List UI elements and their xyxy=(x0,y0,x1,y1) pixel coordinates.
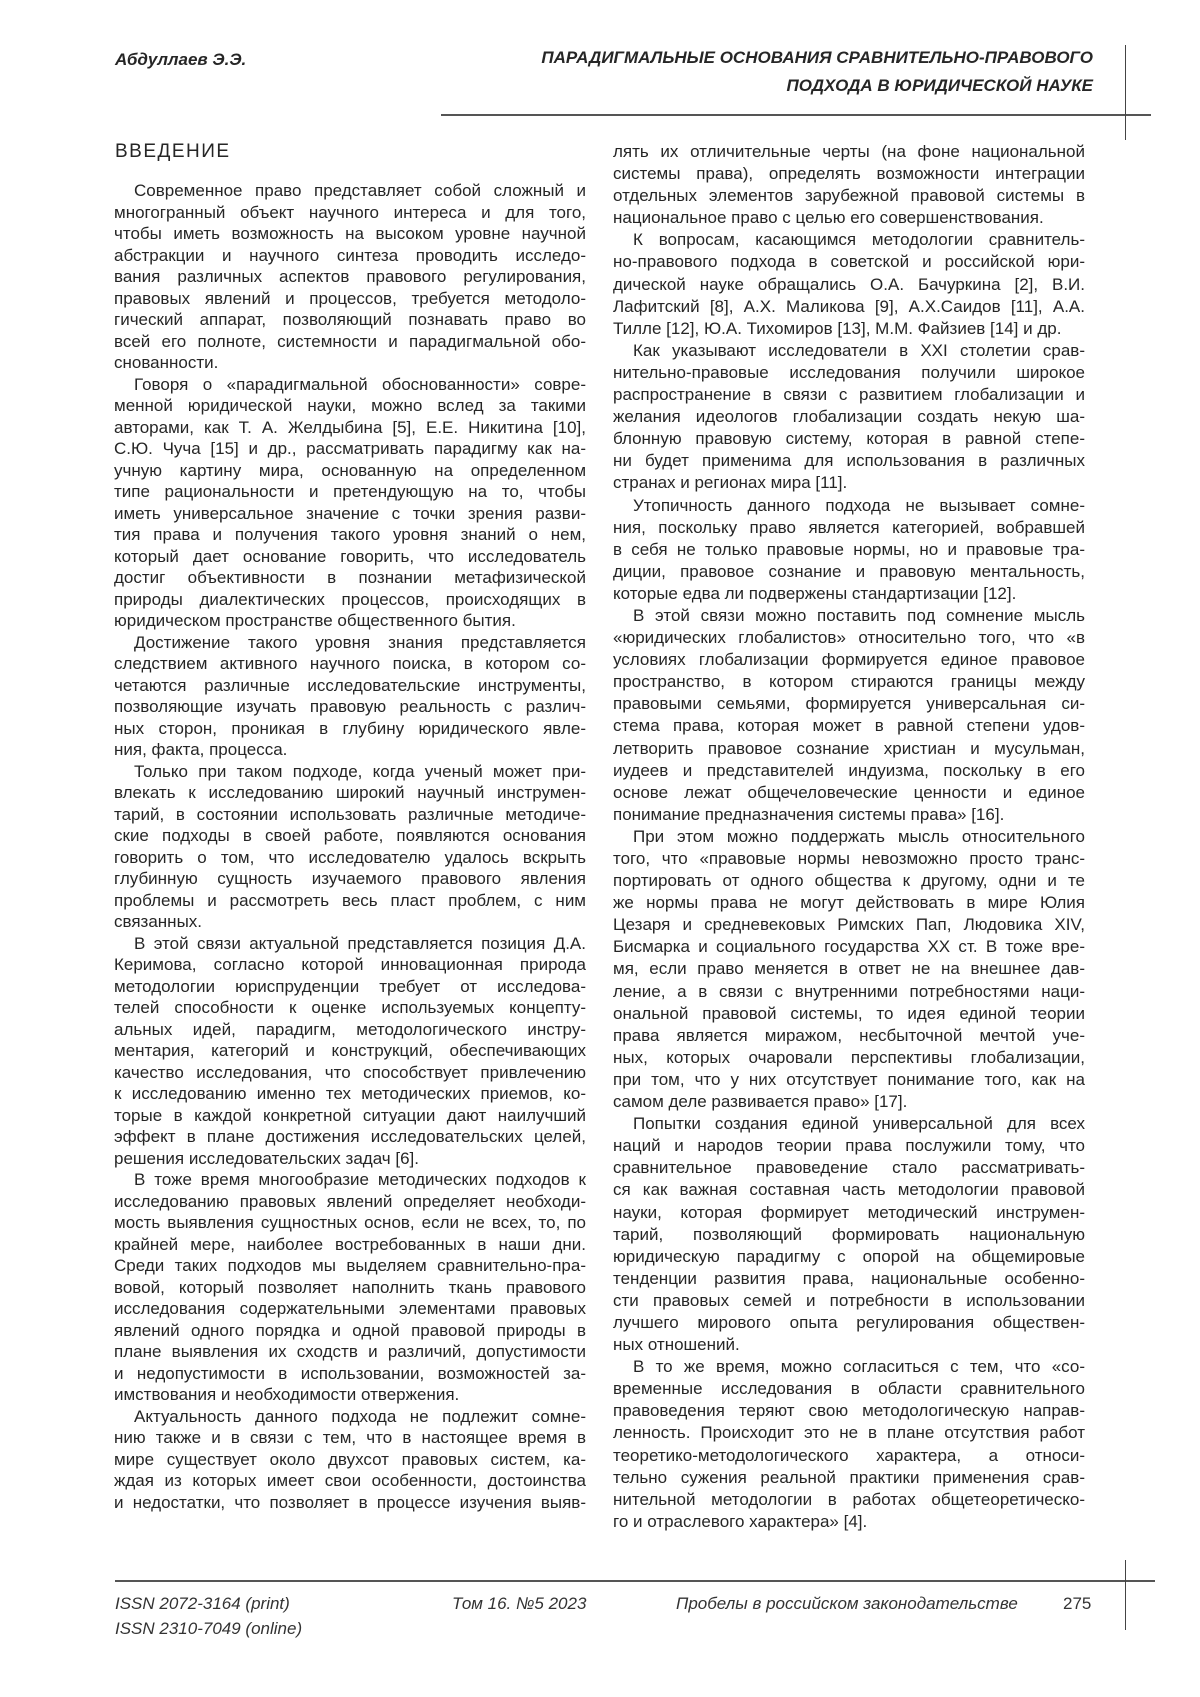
text-line: вания различных аспектов правового регулирования, xyxy=(114,267,586,286)
text-line: теоретико-методологического характера, а относи- xyxy=(613,1445,1085,1465)
right-text-column xyxy=(613,141,1085,1533)
text-line: Достижение такого уровня знания представляется xyxy=(134,632,586,652)
text-line: наций и народов теории права послужили тому, что xyxy=(613,1136,1085,1156)
paragraph xyxy=(114,1406,586,1514)
text-line: торые в каждой конкретной ситуации дают наилучший xyxy=(114,1105,586,1125)
text-line: в себя не только правовые нормы, но и правовые тра- xyxy=(613,539,1085,559)
header-rule xyxy=(441,114,1151,116)
text-line: тенденции развития права, национальные особенно- xyxy=(613,1268,1085,1288)
text-line: ных отношений. xyxy=(613,1335,740,1355)
text-line: четаются различные исследовательские инструменты, xyxy=(114,675,586,695)
text-line: достиг объективности в познании метафизической xyxy=(114,568,586,587)
text-line: стема права, которая может в равной степени удов- xyxy=(613,716,1085,736)
paragraph xyxy=(613,826,1085,1113)
text-line: глубинную сущность изучаемого правового явления xyxy=(114,869,586,888)
text-line: юридическом пространстве общественного бытия. xyxy=(114,611,516,630)
text-line: снованности. xyxy=(114,353,219,372)
text-line: вовой, который позволяет наполнить ткань правового xyxy=(114,1277,586,1297)
text-line: права является миражом, несбыточной мечтой уче- xyxy=(613,1025,1085,1045)
text-line: го и отраслевого характера» [4]. xyxy=(613,1511,868,1531)
text-line: С.Ю. Чуча [15] и др., рассматривать парадигму как на- xyxy=(114,439,586,458)
text-line: тарий, в состоянии использовать различные методиче- xyxy=(114,804,586,824)
paragraph xyxy=(114,374,586,632)
text-line: мя, если право меняется в ответ не на внешнее дав- xyxy=(613,959,1085,979)
section-heading: ВВЕДЕНИЕ xyxy=(115,141,231,162)
text-line: исследования содержательными элементами правовых xyxy=(114,1299,586,1318)
text-line: влекать к исследованию широкий научный инструмен- xyxy=(114,783,586,802)
text-line: связанных. xyxy=(114,912,203,931)
text-line: альных идей, парадигм, методологического инстру- xyxy=(114,1019,586,1039)
text-line: многогранный объект научного интереса и для того, xyxy=(114,202,586,222)
text-line: лучшего мирового опыта регулирования обществен- xyxy=(613,1312,1085,1332)
paragraph xyxy=(114,761,586,933)
text-line: иметь универсальное значение с точки зрения разви- xyxy=(114,503,586,523)
text-line: тия права и получения такого уровня знаний о нем, xyxy=(114,525,586,544)
text-line: ленность. Происходит это не в плане отсутствия работ xyxy=(613,1423,1085,1443)
text-line: юридическую парадигму с опорой на общемировые xyxy=(613,1246,1085,1266)
text-line: временные исследования в области сравнительного xyxy=(613,1379,1085,1399)
text-line: самом деле развивается право» [17]. xyxy=(613,1092,908,1112)
header-vertical-rule xyxy=(1125,45,1126,140)
text-line: ных сторон, проникая в глубину юридического явле- xyxy=(114,718,586,738)
text-line: Лафитский [8], А.Х. Маликова [9], А.Х.Саидов [11], А.А. xyxy=(613,296,1085,316)
text-line: методологии юриспруденции требует от исследова- xyxy=(114,976,586,996)
text-line: диции, правовое сознание и правовую ментальность, xyxy=(613,561,1085,581)
text-line: качество исследования, что способствует привлечению xyxy=(114,1062,586,1082)
text-line: имствования и необходимости отвержения. xyxy=(114,1385,460,1404)
text-line: но-правового подхода в советской и российской юри- xyxy=(613,252,1085,272)
text-line: же нормы права не могут действовать в мире Юлия xyxy=(613,893,1085,913)
text-line: того, что «правовые нормы невозможно просто транс- xyxy=(613,849,1085,868)
text-line: лять их отличительные черты (на фоне национальной xyxy=(613,142,1085,161)
text-line: науки, которая формирует методический инструмен- xyxy=(613,1202,1085,1222)
text-line: всей его полноте, системности и парадигмальной обо- xyxy=(114,331,586,351)
text-line: пространство, в котором стираются границы между xyxy=(613,672,1085,692)
text-line: дической науке обращались О.А. Бачуркина [2], В.И. xyxy=(613,274,1085,294)
text-line: позволяющие изучать правовую реальность с различ- xyxy=(114,697,586,716)
text-line: правовыми семьями, формируется универсальная си- xyxy=(613,694,1085,714)
footer-volume: Том 16. №5 2023 xyxy=(452,1594,587,1613)
text-line: к исследованию именно тех методических приемов, ко- xyxy=(114,1084,586,1103)
text-line: Актуальность данного подхода не подлежит сомне- xyxy=(134,1406,586,1426)
text-line: абстракции и научного синтеза проводить исследо- xyxy=(114,245,586,265)
text-line: следствием активного научного поиска, в котором со- xyxy=(114,654,586,673)
text-line: эффект в плане достижения исследовательских целей, xyxy=(114,1127,586,1146)
text-line: ния, факта, процесса. xyxy=(114,740,288,759)
text-line: условиях глобализации формируется единое правовое xyxy=(613,650,1085,670)
text-line: Говоря о «парадигмальной обоснованности» совре- xyxy=(134,374,586,394)
text-line: В тоже время многообразие методических подходов к xyxy=(134,1170,586,1189)
footer-issn-print: ISSN 2072-3164 (print) xyxy=(115,1594,290,1613)
text-line: Бисмарка и социального государства XX ст. В тоже вре- xyxy=(613,937,1085,957)
text-line: ния, поскольку право является категорией, вобравшей xyxy=(613,517,1085,537)
text-line: понимание предназначения системы права» [16]. xyxy=(613,804,1005,824)
text-line: Только при таком подходе, когда ученый может при- xyxy=(134,761,586,781)
text-line: сравнительное правоведение стало рассматривать- xyxy=(613,1158,1085,1178)
text-line: ся как важная составная часть методологии правовой xyxy=(613,1180,1085,1200)
text-line: странах и регионах мира [11]. xyxy=(613,473,848,493)
page-number: 275 xyxy=(1063,1594,1092,1613)
text-line: решения исследовательских задач [6]. xyxy=(114,1148,419,1168)
paragraph xyxy=(613,141,1085,229)
text-line: Цезаря и средневековых Римских Пап, Людовика XIV, xyxy=(613,915,1085,935)
text-line: и недопустимости в использовании, возможностей за- xyxy=(114,1363,586,1383)
text-line: исследованию правовых явлений определяет необходи- xyxy=(114,1191,586,1211)
text-line: чтобы иметь возможность на высоком уровне научной xyxy=(114,224,586,243)
text-line: Современное право представляет собой сложный и xyxy=(134,181,586,200)
text-line: плане выявления их сходств и различий, допустимости xyxy=(114,1342,586,1361)
paragraph xyxy=(114,1169,586,1406)
text-line: желания идеологов глобализации создать некую ша- xyxy=(613,407,1085,427)
header-article-title xyxy=(541,44,1093,100)
text-line: основе лежат общечеловеческие ценности и единое xyxy=(613,782,1085,802)
paragraph xyxy=(613,1356,1085,1533)
text-line: иудеев и представителей индуизма, поскольку в его xyxy=(613,760,1085,780)
text-line: национальное право с целью его совершенствования. xyxy=(613,208,1044,228)
text-line: ждая из которых имеет свои особенности, достоинства xyxy=(114,1471,586,1490)
paragraph xyxy=(114,933,586,1170)
text-line: «юридических глобалистов» относительно того, что «в xyxy=(613,628,1085,648)
text-line: крайней мере, наиболее востребованных в наши дни. xyxy=(114,1234,586,1254)
text-line: летворить правовое сознание христиан и мусульман, xyxy=(613,738,1085,758)
text-line: распространение в связи с развитием глобализации и xyxy=(613,385,1085,405)
header-title-line: ПОДХОДА В ЮРИДИЧЕСКОЙ НАУКЕ xyxy=(786,76,1093,95)
text-line: правовых явлений и процессов, требуется методоло- xyxy=(114,288,586,308)
text-line: В этой связи актуальной представляется позиция Д.А. xyxy=(134,933,586,953)
text-line: К вопросам, касающимся методологии сравнитель- xyxy=(633,230,1085,250)
text-line: который дает основание говорить, что исследователь xyxy=(114,546,586,566)
text-line: типе рациональности и претендующую на то, чтобы xyxy=(114,482,586,501)
left-text-column xyxy=(114,180,586,1513)
footer-journal-name: Пробелы в российском законодательстве xyxy=(676,1594,1018,1613)
paragraph xyxy=(613,1113,1085,1356)
text-line: проблемы и рассмотреть весь пласт проблем, с ним xyxy=(114,890,586,910)
text-line: менной юридической науки, можно вслед за такими xyxy=(114,396,586,415)
text-line: мире существует около двухсот правовых систем, ка- xyxy=(114,1449,586,1469)
text-line: ных, которых очаровали перспективы глобализации, xyxy=(613,1047,1085,1067)
footer-vertical-rule xyxy=(1125,1560,1126,1630)
text-line: Среди таких подходов мы выделяем сравнительно-пра- xyxy=(114,1256,586,1275)
paragraph xyxy=(613,229,1085,339)
text-line: при том, что у них отсутствует понимание того, как на xyxy=(613,1069,1085,1089)
paragraph xyxy=(114,180,586,374)
text-line: сти правовых семей и потребности в использовании xyxy=(613,1290,1085,1310)
text-line: нительной методологии в работах общетеоретическо- xyxy=(613,1489,1085,1509)
text-line: отдельных элементов зарубежной правовой системы в xyxy=(613,186,1085,206)
text-line: ональной правовой системы, то идея единой теории xyxy=(613,1003,1085,1023)
text-line: природы диалектических процессов, происходящих в xyxy=(114,589,586,609)
text-line: явлений одного порядка и одной правовой природы в xyxy=(114,1320,586,1340)
text-line: ление, а в связи с внутренними потребностями наци- xyxy=(613,981,1085,1001)
text-line: Как указывают исследователи в XXI столетии срав- xyxy=(633,340,1085,360)
text-line: ни будет применима для использования в различных xyxy=(613,451,1085,471)
text-line: телей способности к оценке используемых концепту- xyxy=(114,998,586,1017)
text-line: Тилле [12], Ю.А. Тихомиров [13], М.М. Файзиев [14] и др. xyxy=(613,318,1062,338)
text-line: Утопичность данного подхода не вызывает сомне- xyxy=(633,495,1085,515)
text-line: нительно-правовые исследования получили широкое xyxy=(613,362,1085,382)
text-line: и недостатки, что позволяет в процессе изучения выяв- xyxy=(114,1492,586,1512)
text-line: тельно сужения реальной практики применения срав- xyxy=(613,1467,1085,1487)
text-line: говорить о том, что исследователю удалось вскрыть xyxy=(114,847,586,867)
text-line: портировать от одного общества к другому, одни и те xyxy=(613,871,1085,891)
header-author: Абдуллаев Э.Э. xyxy=(115,50,247,69)
text-line: Керимова, согласно которой инновационная природа xyxy=(114,955,586,974)
paragraph xyxy=(114,632,586,761)
text-line: блонную правовую систему, которая в равной степе- xyxy=(613,429,1085,449)
footer-rule xyxy=(115,1580,1155,1582)
paragraph xyxy=(613,340,1085,495)
header-title-line: ПАРАДИГМАЛЬНЫЕ ОСНОВАНИЯ СРАВНИТЕЛЬНО-ПРАВОВОГО xyxy=(541,48,1093,67)
text-line: нию также и в связи с тем, что в настоящее время в xyxy=(114,1428,586,1447)
text-line: которые едва ли подвержены стандартизации [12]. xyxy=(613,583,1017,603)
text-line: ские подходы в своей работе, появляются основания xyxy=(114,826,586,845)
text-line: системы права), определять возможности интеграции xyxy=(613,164,1085,184)
text-line: В то же время, можно согласиться с тем, что «со- xyxy=(633,1357,1085,1377)
text-line: авторами, как Т. А. Желдыбина [5], Е.Е. Никитина [10], xyxy=(114,417,586,437)
text-line: Попытки создания единой универсальной для всех xyxy=(633,1114,1085,1134)
text-line: В этой связи можно поставить под сомнение мысль xyxy=(633,605,1085,625)
text-line: учную картину мира, основанную на определенном xyxy=(114,460,586,480)
text-line: ментария, категорий и конструкций, обеспечивающих xyxy=(114,1041,586,1060)
text-line: правоведения теряют свою методологическую направ- xyxy=(613,1401,1085,1421)
text-line: гический аппарат, позволяющий познавать право во xyxy=(114,310,586,329)
footer-issn-online: ISSN 2310-7049 (online) xyxy=(115,1619,303,1638)
paragraph xyxy=(613,495,1085,605)
paragraph xyxy=(613,605,1085,826)
text-line: мость выявления сущностных основ, если не всех, то, по xyxy=(114,1213,586,1232)
text-line: При этом можно поддержать мысль относительного xyxy=(633,826,1085,846)
text-line: тарий, позволяющий формировать национальную xyxy=(613,1224,1085,1244)
